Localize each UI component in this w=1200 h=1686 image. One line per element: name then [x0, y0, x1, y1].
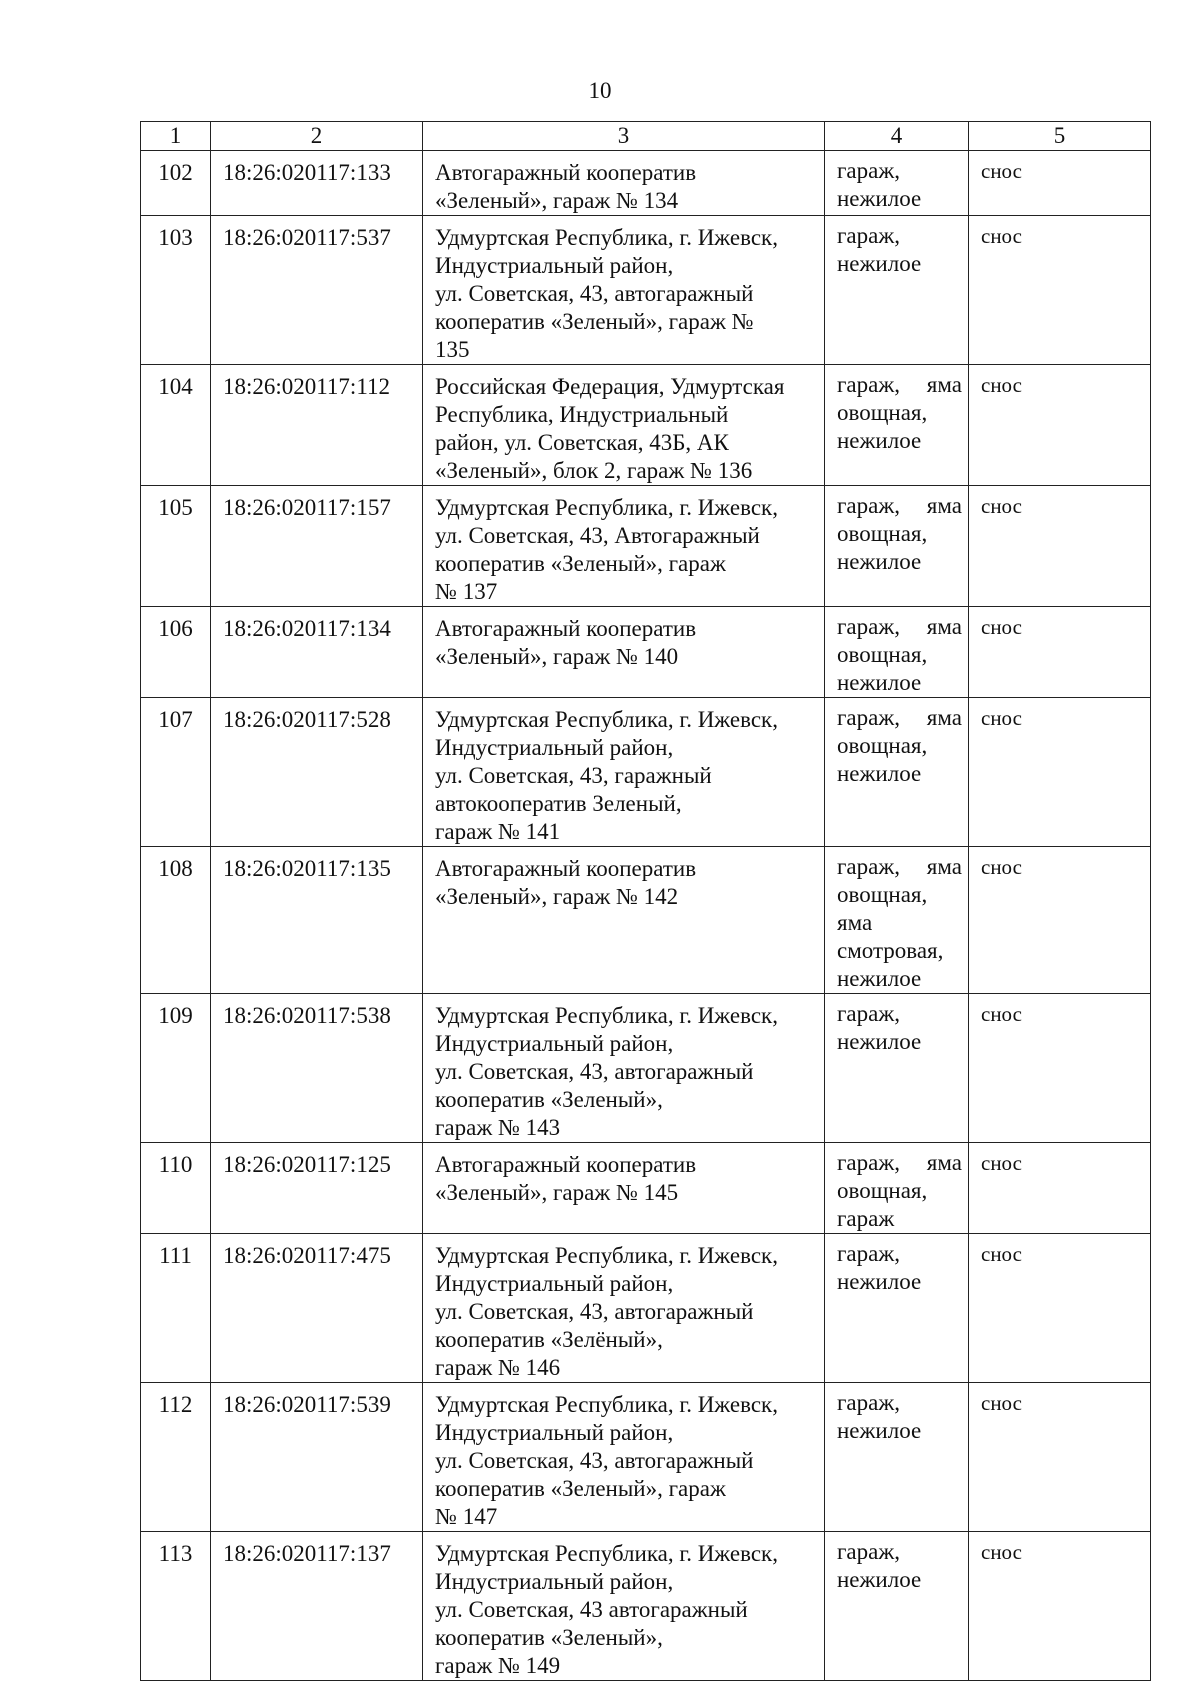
- object-type-cell: [825, 847, 969, 994]
- object-type-first-line: гараж, яма: [837, 372, 962, 397]
- object-type-rest: овощная, нежилое: [837, 733, 928, 786]
- cadastral-number-cell: 18:26:020117:125: [211, 1143, 423, 1234]
- object-type-first-line: гараж,: [837, 158, 900, 183]
- table-row: [141, 1234, 1151, 1383]
- object-type-first-line: гараж, яма: [837, 493, 962, 518]
- address-cell: Удмуртская Республика, г. Ижевск, Индустриальный район, ул. Советская, 43, автогаражный кооператив «Зеленый», гараж № 135: [423, 216, 825, 365]
- table-row: [141, 698, 1151, 847]
- object-type-rest: овощная, нежилое: [837, 521, 928, 574]
- table-row: [141, 1383, 1151, 1532]
- object-type-first-line: гараж, яма: [837, 1150, 962, 1175]
- object-type-rest: нежилое: [837, 251, 922, 276]
- row-number-cell: 103: [141, 216, 211, 365]
- object-type-first-line: гараж, яма: [837, 705, 962, 730]
- object-type-cell: [825, 486, 969, 607]
- action-cell: снос: [969, 1234, 1151, 1383]
- object-type-cell: [825, 1143, 969, 1234]
- address-cell: Автогаражный кооператив «Зеленый», гараж № 142: [423, 847, 825, 994]
- action-cell: снос: [969, 365, 1151, 486]
- object-type-cell: [825, 151, 969, 216]
- table-row: [141, 994, 1151, 1143]
- action-cell: снос: [969, 994, 1151, 1143]
- row-number-cell: 108: [141, 847, 211, 994]
- object-type-cell: [825, 365, 969, 486]
- action-cell: снос: [969, 607, 1151, 698]
- cadastral-number-cell: 18:26:020117:537: [211, 216, 423, 365]
- cadastral-number-cell: 18:26:020117:539: [211, 1383, 423, 1532]
- address-cell: Российская Федерация, Удмуртская Республика, Индустриальный район, ул. Советская, 43Б, АК «Зеленый», блок 2, гараж № 136: [423, 365, 825, 486]
- object-type-first-line: гараж,: [837, 1241, 900, 1266]
- row-number-cell: 107: [141, 698, 211, 847]
- object-type-rest: нежилое: [837, 186, 922, 211]
- table-row: [141, 486, 1151, 607]
- object-type-first-line: гараж,: [837, 1539, 900, 1564]
- object-type-rest: нежилое: [837, 1567, 922, 1592]
- object-type-rest: нежилое: [837, 1029, 922, 1054]
- action-cell: снос: [969, 847, 1151, 994]
- cadastral-number-cell: 18:26:020117:133: [211, 151, 423, 216]
- action-cell: снос: [969, 486, 1151, 607]
- address-cell: Удмуртская Республика, г. Ижевск, Индустриальный район, ул. Советская, 43, автогаражный кооператив «Зеленый», гараж № 143: [423, 994, 825, 1143]
- row-number-cell: 104: [141, 365, 211, 486]
- object-type-cell: [825, 698, 969, 847]
- object-type-rest: овощная, нежилое: [837, 400, 928, 453]
- row-number-cell: 109: [141, 994, 211, 1143]
- action-cell: снос: [969, 698, 1151, 847]
- table-row: [141, 1532, 1151, 1681]
- cadastral-number-cell: 18:26:020117:475: [211, 1234, 423, 1383]
- page-number: 10: [588, 78, 612, 103]
- row-number-cell: 110: [141, 1143, 211, 1234]
- table-row: [141, 151, 1151, 216]
- object-type-cell: [825, 216, 969, 365]
- cadastral-number-cell: 18:26:020117:538: [211, 994, 423, 1143]
- object-type-cell: [825, 1532, 969, 1681]
- object-type-rest: овощная, нежилое: [837, 642, 928, 695]
- address-cell: Удмуртская Республика, г. Ижевск, Индустриальный район, ул. Советская, 43, автогаражный кооператив «Зелёный», гараж № 146: [423, 1234, 825, 1383]
- column-number: 3: [423, 122, 825, 151]
- action-cell: снос: [969, 1383, 1151, 1532]
- action-cell: снос: [969, 1532, 1151, 1681]
- cadastral-number-cell: 18:26:020117:157: [211, 486, 423, 607]
- register-table: [140, 121, 1151, 1681]
- column-number: 2: [211, 122, 423, 151]
- object-type-first-line: гараж,: [837, 1001, 900, 1026]
- column-number: 5: [969, 122, 1151, 151]
- address-cell: Удмуртская Республика, г. Ижевск, ул. Советская, 43, Автогаражный кооператив «Зеленый», гараж № 137: [423, 486, 825, 607]
- object-type-cell: [825, 1234, 969, 1383]
- address-cell: Удмуртская Республика, г. Ижевск, Индустриальный район, ул. Советская, 43, автогаражный кооператив «Зеленый», гараж № 147: [423, 1383, 825, 1532]
- address-cell: Автогаражный кооператив «Зеленый», гараж № 134: [423, 151, 825, 216]
- object-type-rest: нежилое: [837, 1418, 922, 1443]
- cadastral-number-cell: 18:26:020117:135: [211, 847, 423, 994]
- table-row: [141, 216, 1151, 365]
- object-type-cell: [825, 1383, 969, 1532]
- action-cell: снос: [969, 1143, 1151, 1234]
- object-type-first-line: гараж, яма: [837, 854, 962, 879]
- column-number: 1: [141, 122, 211, 151]
- object-type-first-line: гараж, яма: [837, 614, 962, 639]
- table-row: [141, 607, 1151, 698]
- cadastral-number-cell: 18:26:020117:528: [211, 698, 423, 847]
- action-cell: снос: [969, 151, 1151, 216]
- object-type-rest: нежилое: [837, 1269, 922, 1294]
- column-number: 4: [825, 122, 969, 151]
- action-cell: снос: [969, 216, 1151, 365]
- table-row: [141, 847, 1151, 994]
- object-type-first-line: гараж,: [837, 1390, 900, 1415]
- object-type-rest: овощная, яма смотровая, нежилое: [837, 882, 944, 991]
- table-row: [141, 1143, 1151, 1234]
- row-number-cell: 106: [141, 607, 211, 698]
- row-number-cell: 102: [141, 151, 211, 216]
- cadastral-number-cell: 18:26:020117:134: [211, 607, 423, 698]
- cadastral-number-cell: 18:26:020117:137: [211, 1532, 423, 1681]
- address-cell: Автогаражный кооператив «Зеленый», гараж № 145: [423, 1143, 825, 1234]
- object-type-first-line: гараж,: [837, 223, 900, 248]
- address-cell: Автогаражный кооператив «Зеленый», гараж № 140: [423, 607, 825, 698]
- row-number-cell: 112: [141, 1383, 211, 1532]
- row-number-cell: 111: [141, 1234, 211, 1383]
- object-type-cell: [825, 607, 969, 698]
- object-type-cell: [825, 994, 969, 1143]
- table-row: [141, 365, 1151, 486]
- cadastral-number-cell: 18:26:020117:112: [211, 365, 423, 486]
- object-type-rest: овощная, гараж: [837, 1178, 928, 1231]
- address-cell: Удмуртская Республика, г. Ижевск, Индустриальный район, ул. Советская, 43 автогаражный кооператив «Зеленый», гараж № 149: [423, 1532, 825, 1681]
- column-number-row: [141, 122, 1151, 151]
- row-number-cell: 113: [141, 1532, 211, 1681]
- row-number-cell: 105: [141, 486, 211, 607]
- address-cell: Удмуртская Республика, г. Ижевск, Индустриальный район, ул. Советская, 43, гаражный автокооператив Зеленый, гараж № 141: [423, 698, 825, 847]
